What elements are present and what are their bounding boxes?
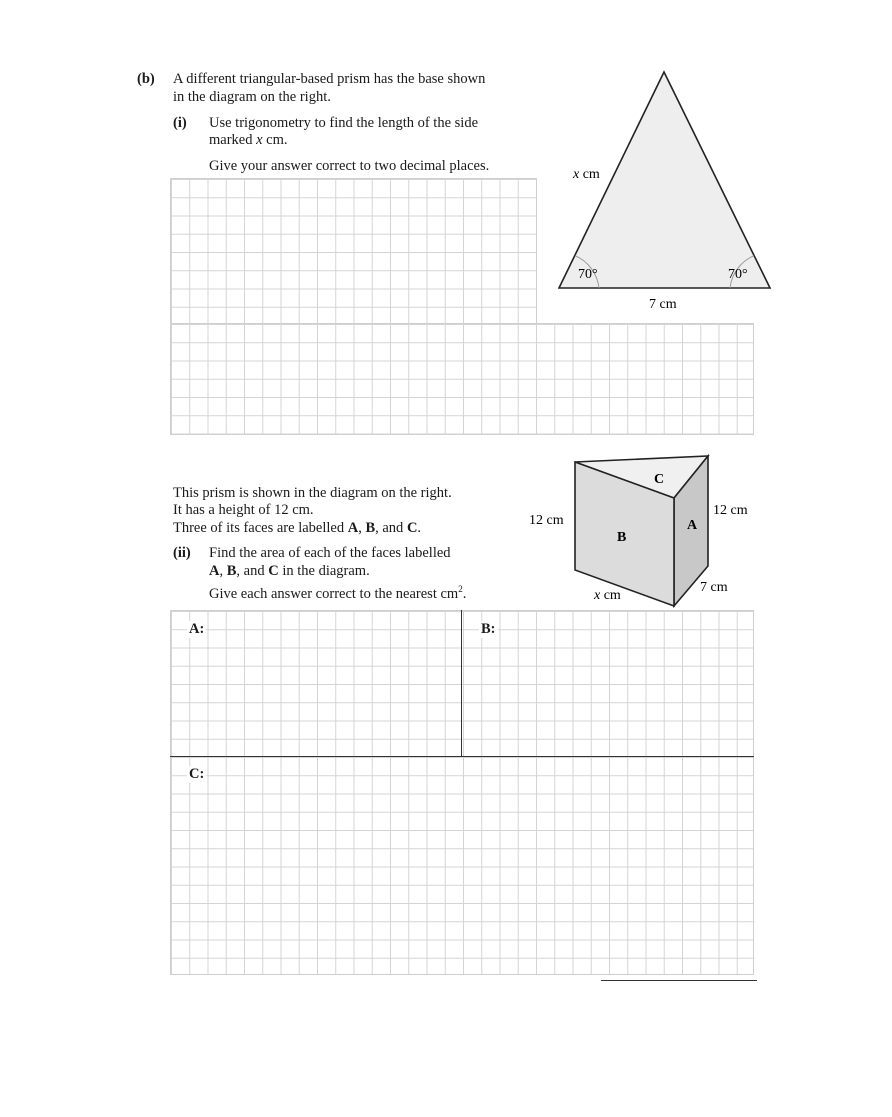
prism-diagram: [520, 448, 770, 608]
sub-i-line2: marked x cm.: [209, 132, 288, 148]
working-grid-ii[interactable]: [170, 610, 754, 975]
prism-depth-label: 7 cm: [700, 580, 728, 595]
prism-width-label: x cm: [594, 588, 621, 603]
sub-ii-line2: A, B, and C in the diagram.: [209, 563, 370, 579]
sub-ii-label: (ii): [173, 545, 191, 561]
prism-text-line1: This prism is shown in the diagram on the right.: [173, 485, 452, 501]
sub-ii-line3: Give each answer correct to the nearest $cm^2$.: [209, 584, 467, 602]
base-label: 7 cm: [649, 297, 677, 312]
sub-i-line1: Use trigonometry to find the length of the side: [209, 115, 479, 131]
part-b-intro-line2: in the diagram on the right.: [173, 89, 331, 105]
prism-face-c-label: C: [654, 472, 665, 487]
prism-text-line3: Three of its faces are labelled A, B, and C.: [173, 520, 422, 536]
prism-right-height-label: 12 cm: [713, 503, 748, 518]
prism-left-height-label: 12 cm: [529, 513, 564, 528]
prism-face-b-label: B: [617, 530, 627, 545]
sub-i-line3: Give your answer correct to two decimal places.: [209, 158, 490, 174]
sub-ii-line1: Find the area of each of the faces labelled: [209, 545, 451, 561]
working-grid-i-lower[interactable]: [170, 323, 754, 435]
prism-face-a-label: A: [687, 518, 698, 533]
part-b-intro-line1: A different triangular-based prism has the base shown: [173, 71, 486, 87]
side-label: x cm: [573, 167, 600, 182]
triangle-diagram: [550, 62, 780, 317]
prism-text-line2: It has a height of 12 cm.: [173, 502, 314, 518]
panel-divider-vertical: [461, 610, 462, 757]
working-grid-i-upper[interactable]: [170, 178, 537, 326]
answer-b-label: B:: [481, 621, 496, 637]
part-b-label: (b): [137, 71, 155, 87]
answer-a-label: A:: [189, 621, 205, 637]
sub-i-label: (i): [173, 115, 187, 131]
angle-left-label: 70°: [578, 267, 598, 282]
footer-rule: [601, 980, 757, 981]
angle-right-label: 70°: [728, 267, 748, 282]
panel-divider-horizontal: [170, 756, 754, 757]
answer-c-label: C:: [189, 766, 205, 782]
